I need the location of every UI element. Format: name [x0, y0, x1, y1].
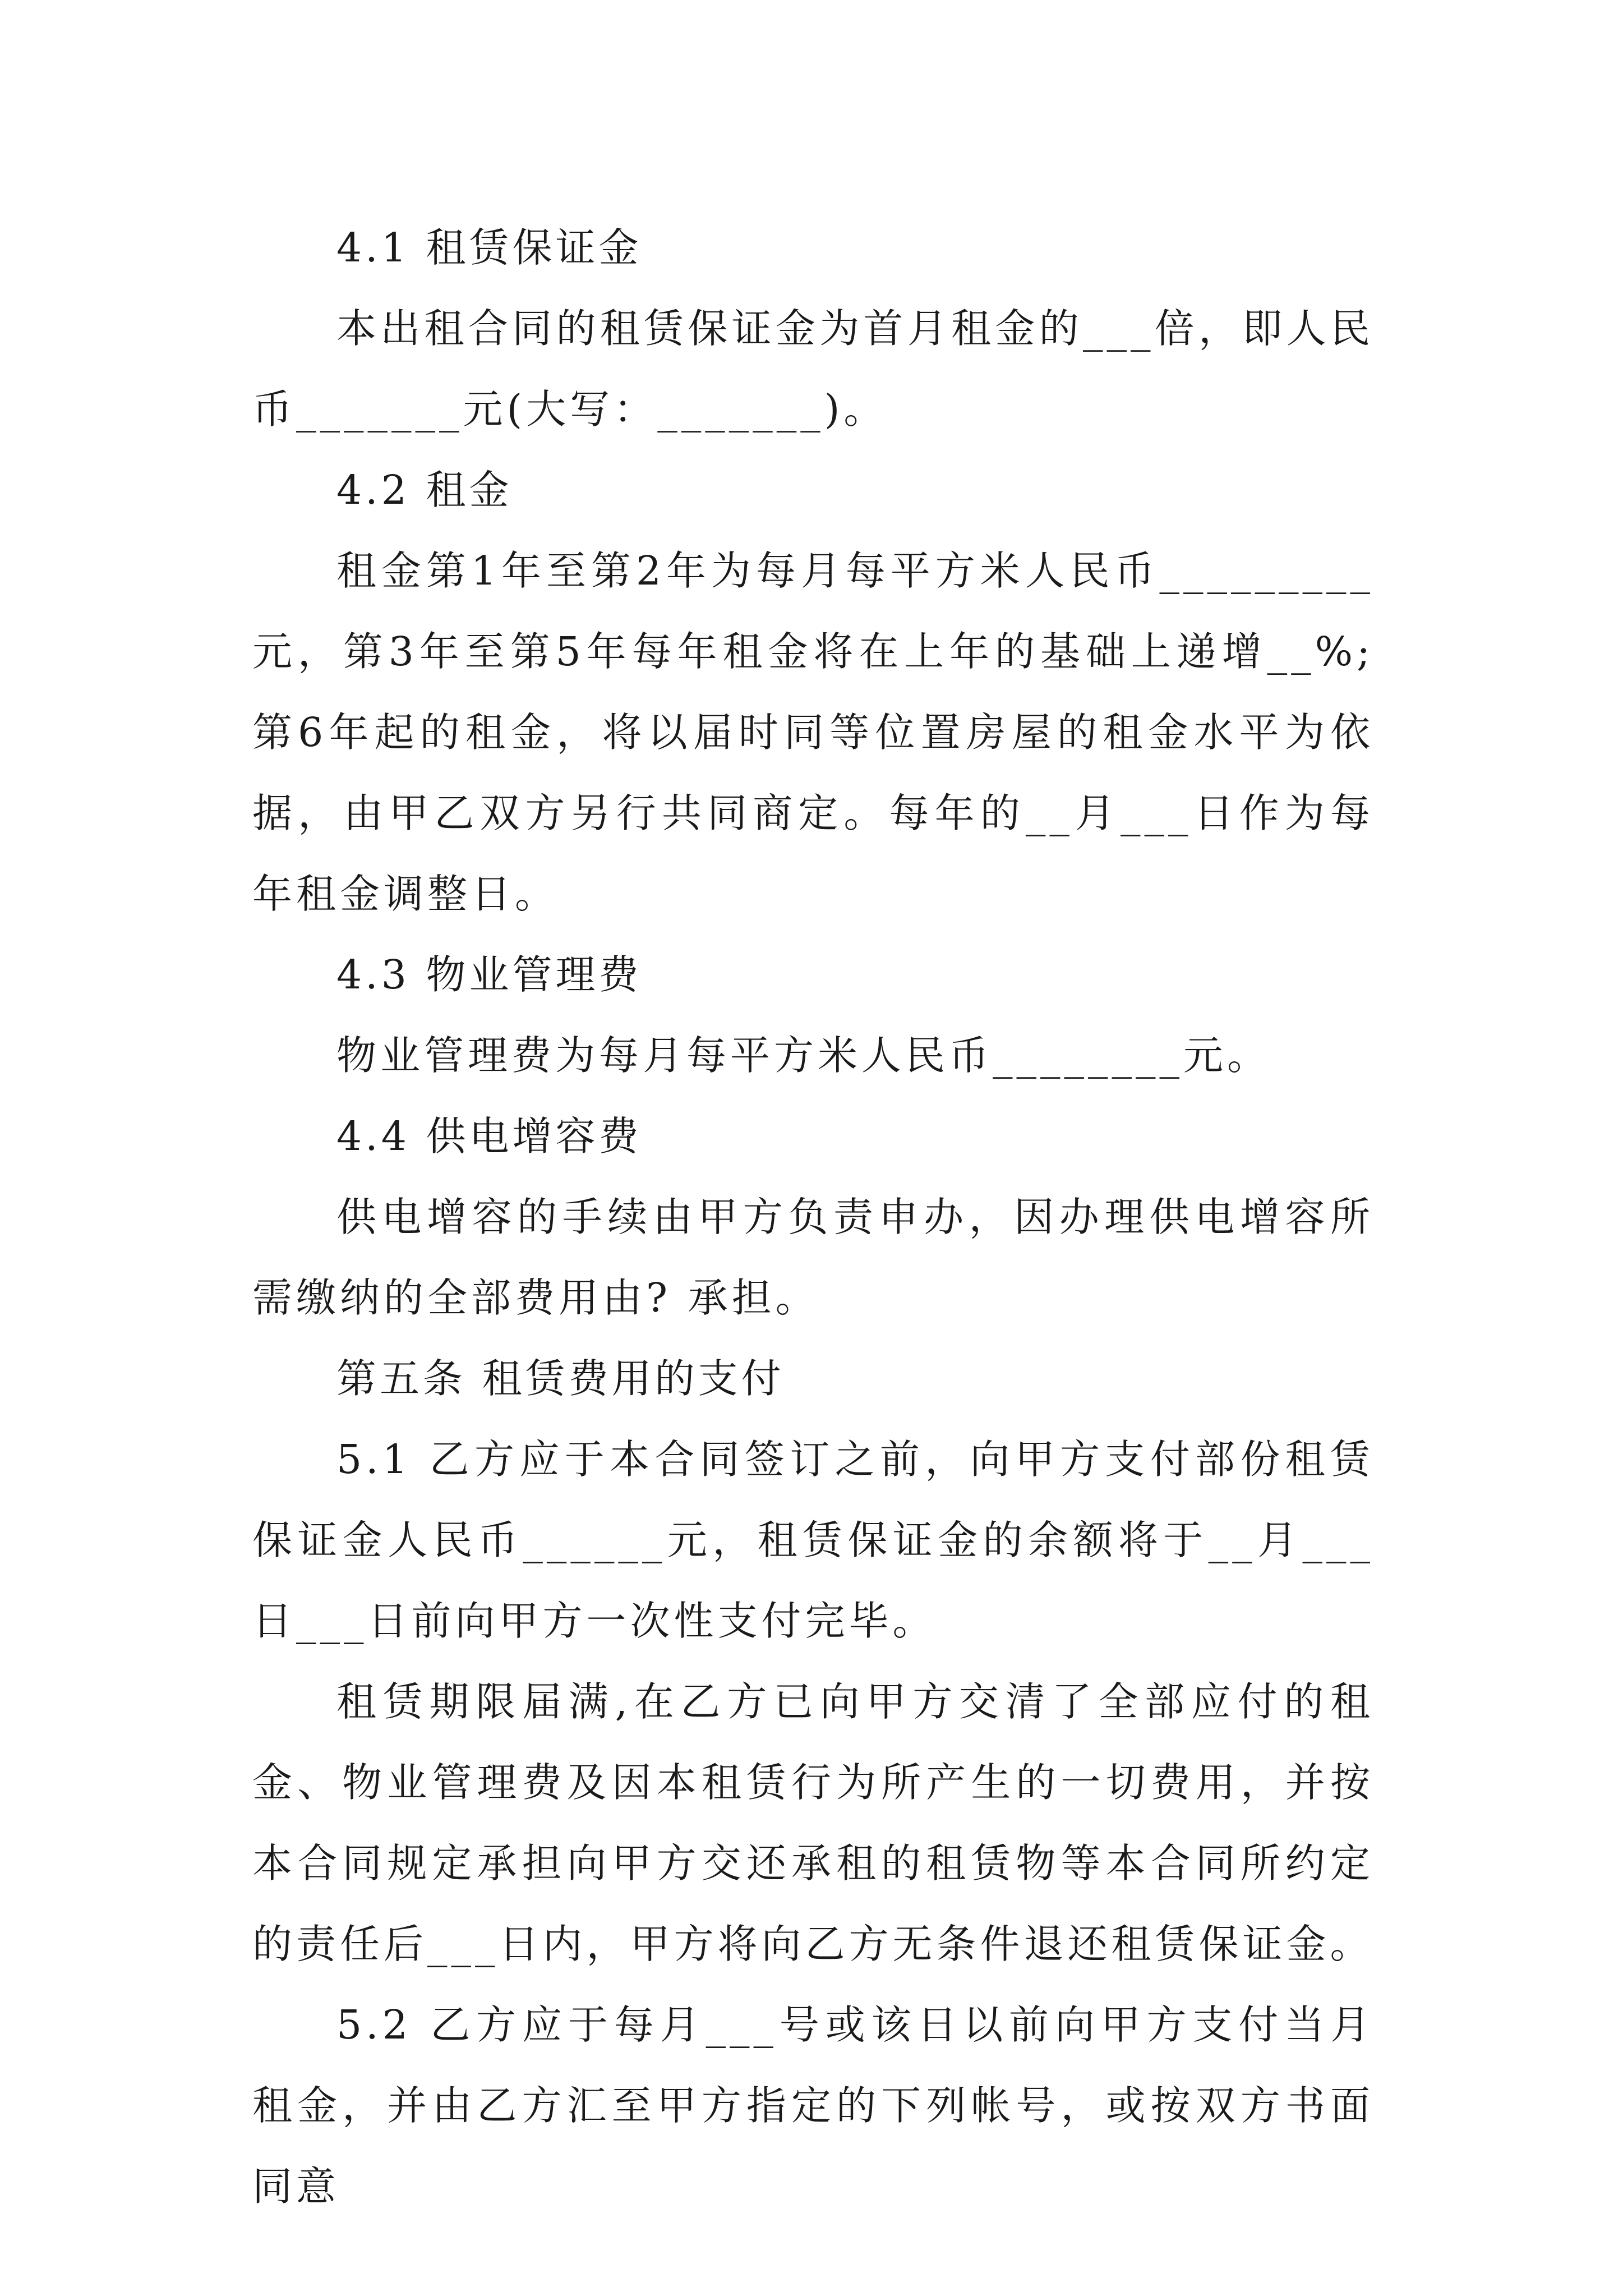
section-heading-4-4: 4.4 供电增容费: [336, 1113, 642, 1159]
paragraph-deposit-refund: 租赁期限届满,在乙方已向甲方交清了全部应付的租金、物业管理费及因本租赁行为所产生的一切费用，并按本合同规定承担向甲方交还承租的租赁物等本合同所约定的责任后___日内，甲方将向乙方无条件退还租赁保证金。: [252, 1678, 1374, 1967]
paragraph-payment-5-2: 5.2 乙方应于每月___号或该日以前向甲方支付当月租金，并由乙方汇至甲方指定的下列帐号，或按双方书面同意: [252, 2001, 1375, 2210]
paragraph-power-capacity: 供电增容的手续由甲方负责申办，因办理供电增容所需缴纳的全部费用由? 承担。: [252, 1194, 1374, 1321]
section-heading-4-1: 4.1 租赁保证金: [336, 224, 642, 271]
section-heading-4-3: 4.3 物业管理费: [336, 951, 642, 998]
section-heading-4-2: 4.2 租金: [336, 467, 513, 513]
paragraph-deposit: 本出租合同的租赁保证金为首月租金的___倍，即人民币_______元(大写：_______)。: [252, 305, 1374, 432]
paragraph-payment-5-1: 5.1 乙方应于本合同签订之前，向甲方支付部份租赁保证金人民币______元，租赁保证金的余额将于__月___日___日前向甲方一次性支付完毕。: [252, 1436, 1374, 1644]
article-heading-5: 第五条 租赁费用的支付: [336, 1355, 785, 1402]
paragraph-rent: 租金第1年至第2年为每月每平方米人民币_________元，第3年至第5年每年租金将在上年的基础上递增__%;第6年起的租金，将以届时同等位置房屋的租金水平为依据，由甲乙双方另行共同商定。每年的__月___日作为每年租金调整日。: [252, 547, 1374, 917]
document-body: [252, 208, 1374, 2227]
paragraph-property-fee: 物业管理费为每月每平方米人民币________元。: [336, 1032, 1271, 1079]
